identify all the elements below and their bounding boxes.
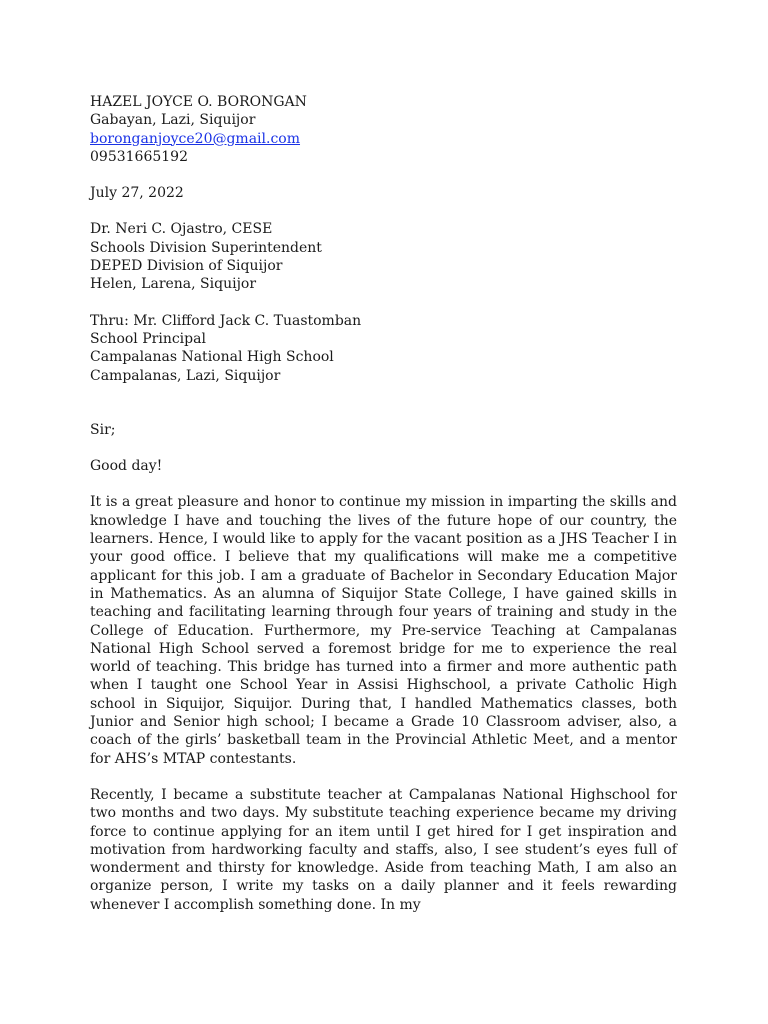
sender-block [90,93,677,166]
salutation: Sir; [90,421,116,438]
recipient-block [90,220,677,293]
letter-date: July 27, 2022 [90,185,184,202]
recipient-name: Dr. Neri C. Ojastro, CESE [90,221,273,238]
body-paragraph-2: Recently, I became a substitute teacher at Campalanas National Highschool for two months and two days. My substitute teaching experience became my driving force to continue applying for an item until I get hired for I get inspiration and motivation from hardworking faculty and staffs, also, I see student’s eyes full of wonderment and thirsty for knowledge. Aside from teaching Math, I am also an organize person, I write my tasks on a daily planner and it feels rewarding whenever I accomplish something done. In my [90,786,677,913]
letter-content [90,93,677,914]
thru-address: Campalanas, Lazi, Siquijor [90,367,281,384]
thru-title: School Principal [90,330,206,347]
recipient-office: DEPED Division of Siquijor [90,258,283,275]
thru-name: Thru: Mr. Clifford Jack C. Tuastomban [90,312,362,329]
sender-phone: 09531665192 [90,148,188,165]
recipient-title: Schools Division Superintendent [90,239,322,256]
recipient-address: Helen, Larena, Siquijor [90,276,257,293]
sender-email-link[interactable]: boronganjoyce20@gmail.com [90,130,301,147]
greeting: Good day! [90,458,163,475]
body-paragraph-1: It is a great pleasure and honor to continue my mission in imparting the skills and knowledge I have and touching the lives of the future hope of our country, the learners. Hence, I would like to apply for the vacant position as a JHS Teacher I in your good office. I believe that my qualifications will make me a competitive applicant for this job. I am a graduate of Bachelor in Secondary Education Major in Mathematics. As an alumna of Siquijor State College, I have gained skills in teaching and facilitating learning through four years of training and study in the College of Education. Furthermore, my Pre-service Teaching at Campalanas National High School served a foremost bridge for me to experience the real world of teaching. This bridge has turned into a firmer and more authentic path when I taught one School Year in Assisi Highschool, a private Catholic High school in Siquijor, Siquijor. During that, I handled Mathematics classes, both Junior and Senior high school; I became a Grade 10 Classroom adviser, also, a coach of the girls’ basketball team in the Provincial Athletic Meet, and a mentor for AHS’s MTAP contestants. [90,494,677,767]
thru-block [90,312,677,385]
thru-school: Campalanas National High School [90,349,334,366]
sender-address: Gabayan, Lazi, Siquijor [90,112,256,129]
sender-name: HAZEL JOYCE O. BORONGAN [90,94,307,110]
